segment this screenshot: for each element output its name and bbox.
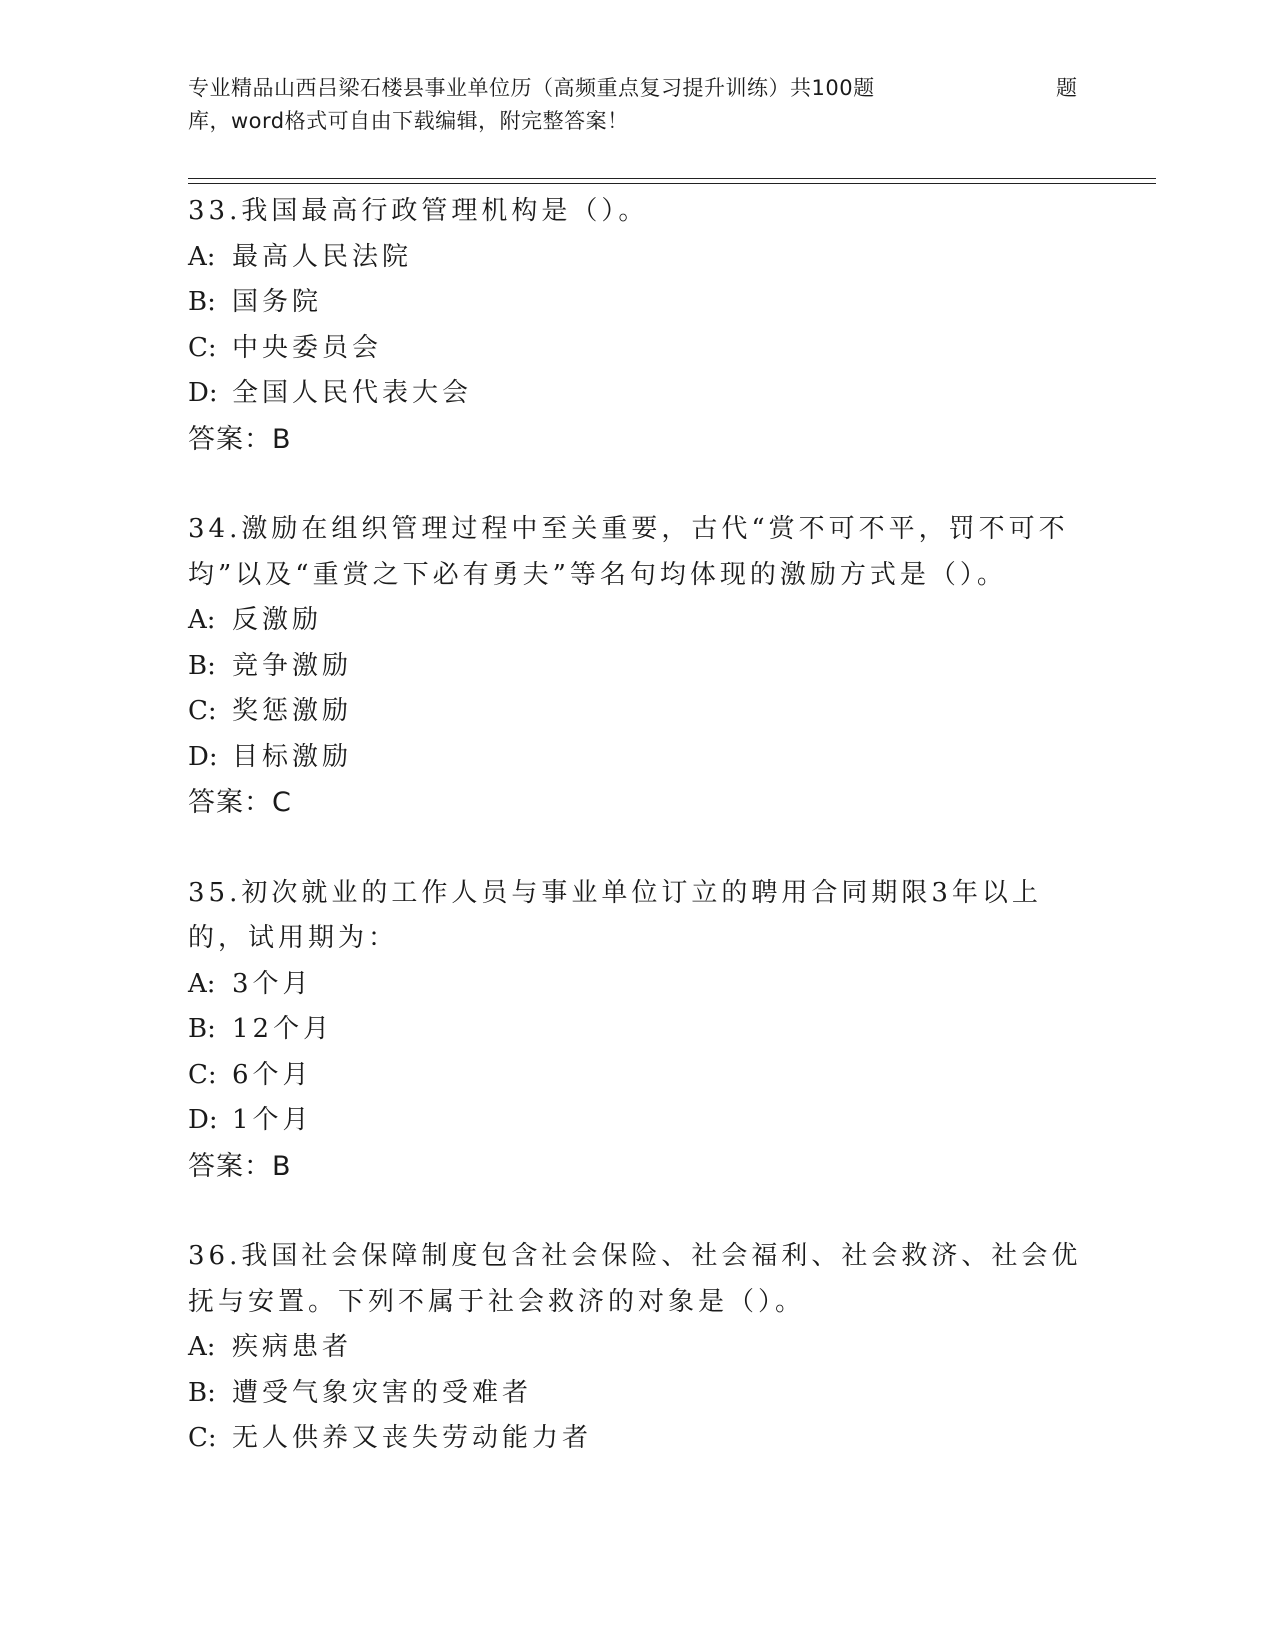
option-text: 反激励	[232, 605, 323, 635]
option-text: 最高人民法院	[232, 241, 413, 272]
question-36	[188, 1234, 1088, 1462]
question-stem: 33.我国最高行政管理机构是（）。	[188, 196, 649, 226]
option-letter: A:	[188, 1332, 216, 1362]
option-letter: D:	[188, 741, 218, 772]
option-text: 中央委员会	[232, 332, 383, 363]
option-c	[188, 689, 1088, 735]
answer-line: 答案：B	[188, 423, 292, 455]
option-text: 遭受气象灾害的受难者	[232, 1377, 533, 1408]
option-letter: A:	[188, 968, 216, 999]
question-list	[188, 189, 1088, 1462]
option-text: 3个月	[232, 968, 313, 999]
option-a	[188, 235, 1088, 281]
option-b	[188, 1371, 1088, 1417]
option-d	[188, 735, 1088, 781]
option-b	[188, 1007, 1088, 1053]
option-a	[188, 962, 1088, 1008]
option-letter: C:	[188, 1059, 217, 1090]
question-stem: 35.初次就业的工作人员与事业单位订立的聘用合同期限3年以上的，试用期为：	[188, 877, 1042, 953]
option-letter: B:	[188, 650, 216, 681]
question-33	[188, 189, 1088, 462]
header-line-2: 库，word格式可自由下载编辑，附完整答案！	[188, 109, 629, 133]
option-d	[188, 371, 1088, 417]
option-text: 无人供养又丧失劳动能力者	[232, 1423, 593, 1453]
option-letter: C:	[188, 696, 217, 726]
page-header	[188, 72, 1088, 138]
option-a	[188, 1325, 1088, 1371]
question-35	[188, 871, 1088, 1190]
question-34	[188, 507, 1088, 826]
option-letter: B:	[188, 1377, 216, 1408]
option-c	[188, 1416, 1088, 1462]
option-text: 奖惩激励	[232, 696, 353, 726]
option-b	[188, 644, 1088, 690]
question-stem: 34.激励在组织管理过程中至关重要，古代“赏不可不平，罚不可不均”以及“重赏之下必有勇夫”等名句均体现的激励方式是（）。	[188, 514, 1069, 590]
question-spacer	[188, 1189, 1088, 1234]
option-letter: A:	[188, 241, 216, 272]
option-letter: C:	[188, 1423, 217, 1453]
answer-line: 答案：C	[188, 787, 292, 818]
option-letter: B:	[188, 1014, 216, 1044]
option-letter: D:	[188, 1105, 218, 1135]
question-spacer	[188, 826, 1088, 871]
option-text: 6个月	[232, 1059, 313, 1090]
question-spacer	[188, 462, 1088, 507]
option-letter: C:	[188, 332, 217, 363]
header-title-text: 专业精品山西吕梁石楼县事业单位历（高频重点复习提升训练）共100题	[188, 76, 875, 100]
option-text: 竞争激励	[232, 650, 353, 681]
option-a	[188, 598, 1088, 644]
option-text: 全国人民代表大会	[232, 378, 473, 408]
option-c	[188, 326, 1088, 372]
question-stem: 36.我国社会保障制度包含社会保险、社会福利、社会救济、社会优抚与安置。下列不属于社会救济的对象是（）。	[188, 1241, 1082, 1317]
header-title-tail: 题	[1056, 76, 1078, 100]
option-text: 目标激励	[232, 741, 353, 772]
option-letter: B:	[188, 287, 216, 317]
option-text: 1个月	[232, 1105, 313, 1135]
option-letter: A:	[188, 605, 216, 635]
answer-line: 答案：B	[188, 1150, 292, 1182]
option-letter: D:	[188, 378, 218, 408]
option-d	[188, 1098, 1088, 1144]
option-b	[188, 280, 1088, 326]
header-rule-bottom	[188, 183, 1156, 184]
header-line-1	[188, 72, 1088, 105]
option-text: 国务院	[232, 287, 323, 317]
option-text: 疾病患者	[232, 1332, 353, 1362]
header-rule-top	[188, 178, 1156, 179]
option-text: 12个月	[232, 1014, 334, 1044]
option-c	[188, 1053, 1088, 1099]
